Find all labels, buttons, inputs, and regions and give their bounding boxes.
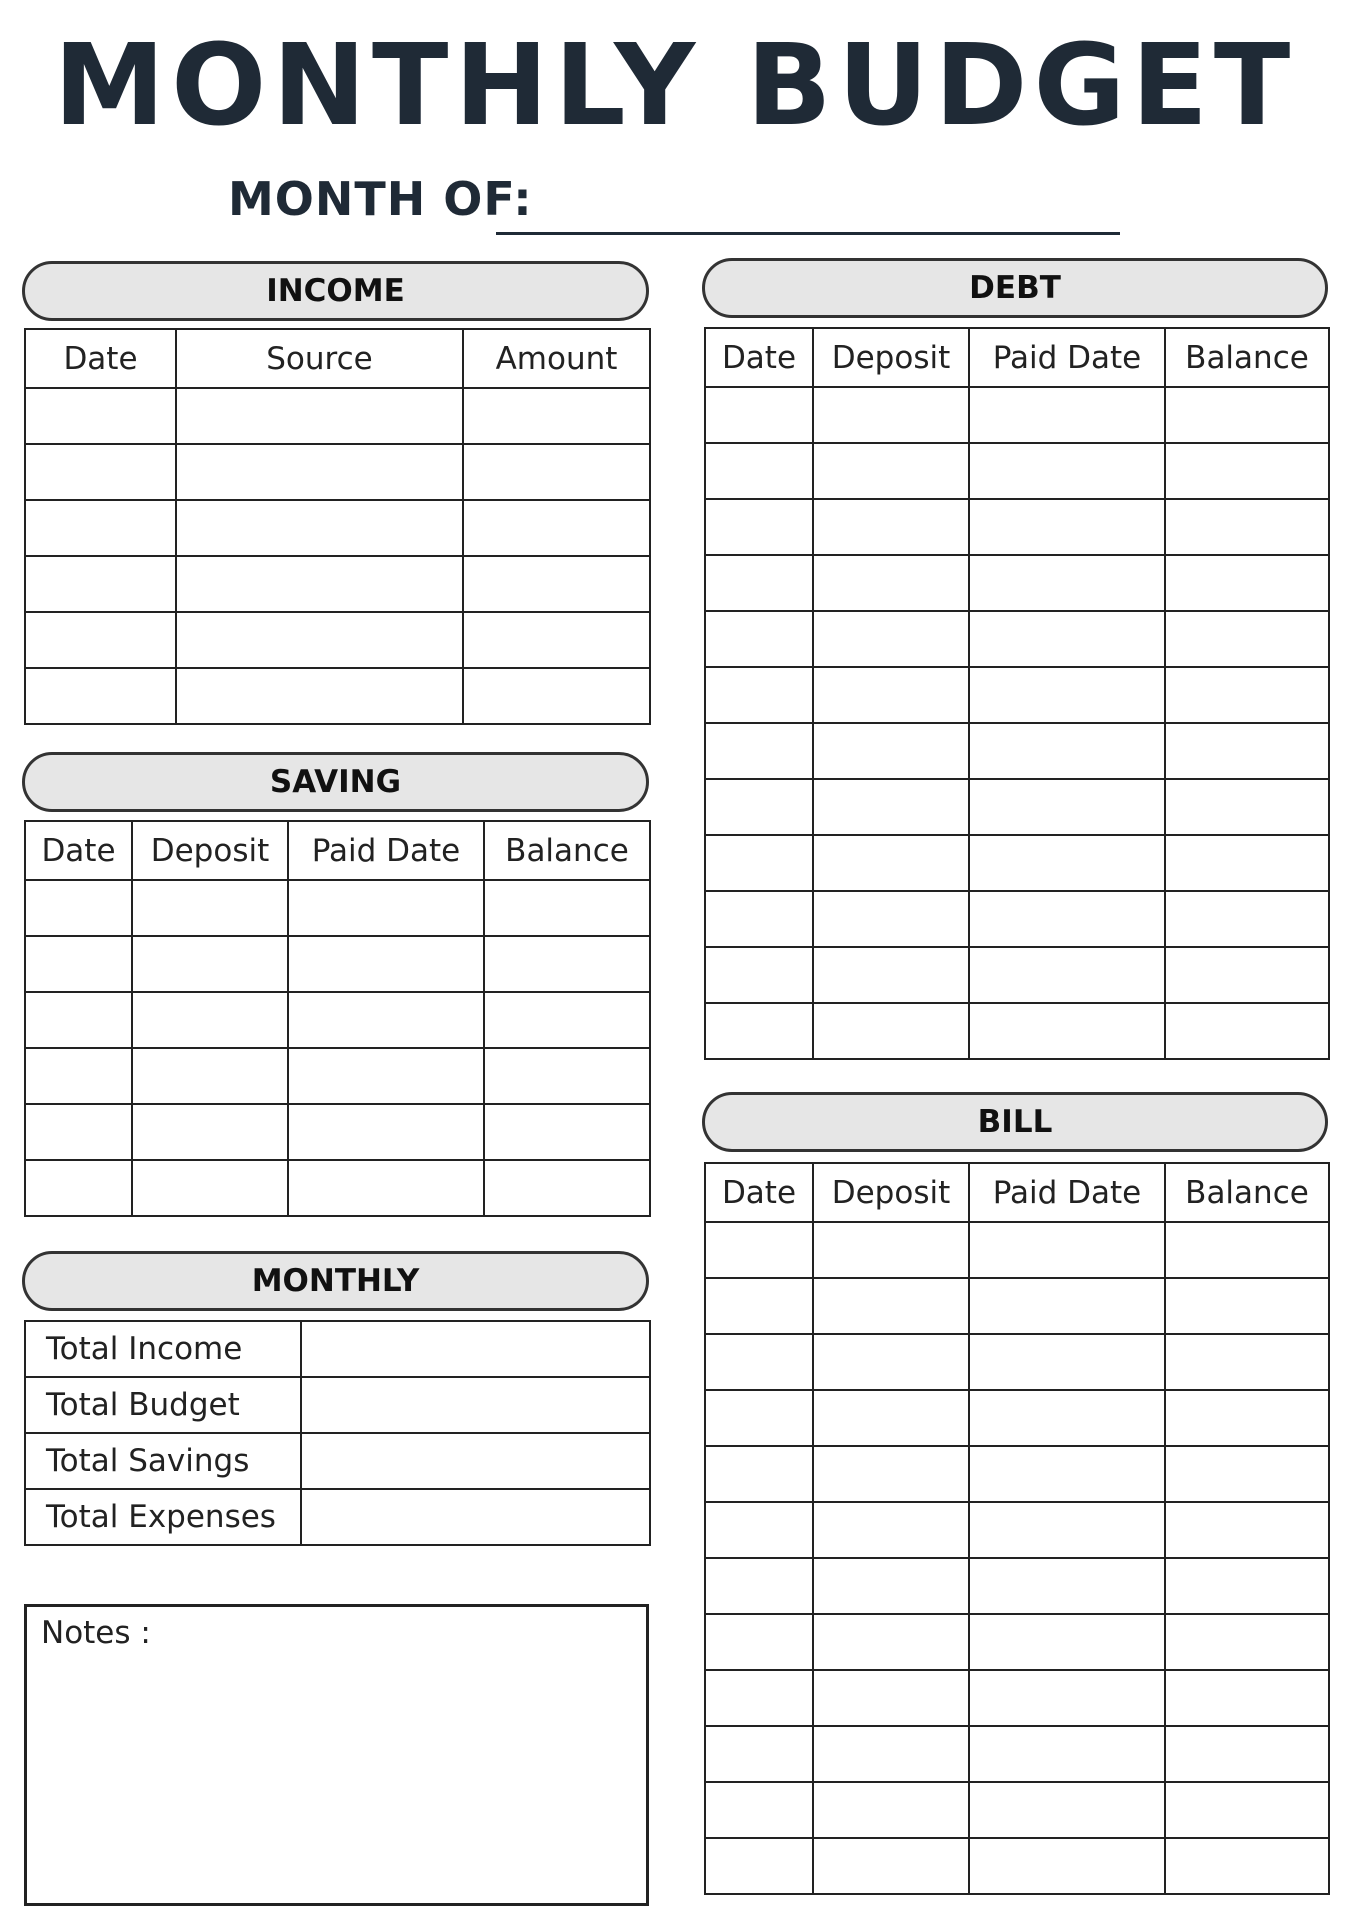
income-cell-amount[interactable] bbox=[463, 556, 650, 612]
monthly-summary-label: Total Savings bbox=[25, 1433, 301, 1489]
bill-cell-date[interactable] bbox=[705, 1558, 813, 1614]
saving-cell-date[interactable] bbox=[25, 936, 132, 992]
bill-cell-paid-date[interactable] bbox=[969, 1502, 1165, 1558]
monthly-summary-label: Total Income bbox=[25, 1321, 301, 1377]
debt-cell-balance[interactable] bbox=[1165, 1003, 1329, 1059]
debt-row bbox=[705, 667, 1329, 723]
month-of-underline bbox=[496, 232, 1120, 235]
bill-cell-date[interactable] bbox=[705, 1838, 813, 1894]
debt-cell-paid-date[interactable] bbox=[969, 443, 1165, 499]
debt-cell-paid-date[interactable] bbox=[969, 1003, 1165, 1059]
debt-header: DEBT bbox=[702, 258, 1328, 318]
income-cell-date[interactable] bbox=[25, 500, 176, 556]
monthly-summary-row bbox=[25, 1321, 650, 1377]
bill-cell-balance[interactable] bbox=[1165, 1334, 1329, 1390]
debt-cell-date[interactable] bbox=[705, 499, 813, 555]
saving-table bbox=[24, 820, 651, 1217]
bill-cell-paid-date[interactable] bbox=[969, 1838, 1165, 1894]
saving-cell-balance[interactable] bbox=[484, 1048, 650, 1104]
debt-row bbox=[705, 443, 1329, 499]
bill-cell-date[interactable] bbox=[705, 1670, 813, 1726]
bill-column-header: Deposit bbox=[813, 1163, 969, 1222]
bill-cell-paid-date[interactable] bbox=[969, 1278, 1165, 1334]
debt-row bbox=[705, 387, 1329, 443]
saving-cell-paid-date[interactable] bbox=[288, 1104, 484, 1160]
bill-cell-deposit[interactable] bbox=[813, 1726, 969, 1782]
debt-cell-paid-date[interactable] bbox=[969, 723, 1165, 779]
saving-row bbox=[25, 1104, 650, 1160]
saving-column-header: Paid Date bbox=[288, 821, 484, 880]
debt-row bbox=[705, 779, 1329, 835]
monthly-summary-value[interactable] bbox=[301, 1433, 650, 1489]
monthly-summary-value[interactable] bbox=[301, 1489, 650, 1545]
debt-cell-deposit[interactable] bbox=[813, 443, 969, 499]
income-row bbox=[25, 612, 650, 668]
bill-cell-date[interactable] bbox=[705, 1222, 813, 1278]
debt-cell-date[interactable] bbox=[705, 667, 813, 723]
debt-cell-paid-date[interactable] bbox=[969, 835, 1165, 891]
income-column-header: Date bbox=[25, 329, 176, 388]
saving-cell-balance[interactable] bbox=[484, 1104, 650, 1160]
saving-cell-paid-date[interactable] bbox=[288, 1048, 484, 1104]
debt-row bbox=[705, 555, 1329, 611]
debt-row bbox=[705, 499, 1329, 555]
debt-cell-deposit[interactable] bbox=[813, 891, 969, 947]
saving-cell-paid-date[interactable] bbox=[288, 936, 484, 992]
debt-row bbox=[705, 723, 1329, 779]
bill-row bbox=[705, 1670, 1329, 1726]
income-column-header: Amount bbox=[463, 329, 650, 388]
debt-cell-balance[interactable] bbox=[1165, 499, 1329, 555]
bill-row bbox=[705, 1782, 1329, 1838]
bill-cell-date[interactable] bbox=[705, 1278, 813, 1334]
income-cell-amount[interactable] bbox=[463, 500, 650, 556]
saving-cell-paid-date[interactable] bbox=[288, 1160, 484, 1216]
debt-cell-balance[interactable] bbox=[1165, 611, 1329, 667]
bill-cell-balance[interactable] bbox=[1165, 1278, 1329, 1334]
debt-cell-paid-date[interactable] bbox=[969, 387, 1165, 443]
income-cell-source[interactable] bbox=[176, 612, 463, 668]
debt-cell-deposit[interactable] bbox=[813, 667, 969, 723]
notes-box[interactable] bbox=[24, 1604, 649, 1906]
debt-column-header: Balance bbox=[1165, 328, 1329, 387]
income-cell-source[interactable] bbox=[176, 668, 463, 724]
debt-row bbox=[705, 1003, 1329, 1059]
bill-cell-deposit[interactable] bbox=[813, 1446, 969, 1502]
bill-cell-deposit[interactable] bbox=[813, 1670, 969, 1726]
monthly-summary-row bbox=[25, 1433, 650, 1489]
debt-cell-paid-date[interactable] bbox=[969, 611, 1165, 667]
saving-cell-balance[interactable] bbox=[484, 992, 650, 1048]
bill-row bbox=[705, 1222, 1329, 1278]
debt-cell-balance[interactable] bbox=[1165, 779, 1329, 835]
debt-column-header: Date bbox=[705, 328, 813, 387]
debt-cell-balance[interactable] bbox=[1165, 835, 1329, 891]
income-cell-source[interactable] bbox=[176, 500, 463, 556]
income-row bbox=[25, 388, 650, 444]
bill-cell-balance[interactable] bbox=[1165, 1222, 1329, 1278]
bill-row bbox=[705, 1726, 1329, 1782]
income-cell-amount[interactable] bbox=[463, 444, 650, 500]
saving-cell-deposit[interactable] bbox=[132, 936, 288, 992]
monthly-summary-value[interactable] bbox=[301, 1321, 650, 1377]
debt-cell-date[interactable] bbox=[705, 611, 813, 667]
bill-row bbox=[705, 1838, 1329, 1894]
saving-cell-date[interactable] bbox=[25, 1104, 132, 1160]
income-cell-date[interactable] bbox=[25, 444, 176, 500]
income-column-header: Source bbox=[176, 329, 463, 388]
debt-cell-deposit[interactable] bbox=[813, 723, 969, 779]
saving-cell-date[interactable] bbox=[25, 880, 132, 936]
bill-cell-balance[interactable] bbox=[1165, 1502, 1329, 1558]
debt-cell-date[interactable] bbox=[705, 443, 813, 499]
bill-row bbox=[705, 1390, 1329, 1446]
saving-row bbox=[25, 1160, 650, 1216]
bill-cell-paid-date[interactable] bbox=[969, 1446, 1165, 1502]
saving-cell-date[interactable] bbox=[25, 992, 132, 1048]
bill-cell-deposit[interactable] bbox=[813, 1222, 969, 1278]
bill-cell-paid-date[interactable] bbox=[969, 1782, 1165, 1838]
bill-cell-balance[interactable] bbox=[1165, 1726, 1329, 1782]
debt-column-header: Deposit bbox=[813, 328, 969, 387]
saving-column-header: Date bbox=[25, 821, 132, 880]
bill-cell-deposit[interactable] bbox=[813, 1502, 969, 1558]
debt-cell-paid-date[interactable] bbox=[969, 499, 1165, 555]
bill-cell-paid-date[interactable] bbox=[969, 1390, 1165, 1446]
bill-table bbox=[704, 1162, 1330, 1895]
saving-column-header: Balance bbox=[484, 821, 650, 880]
bill-cell-date[interactable] bbox=[705, 1502, 813, 1558]
debt-cell-balance[interactable] bbox=[1165, 387, 1329, 443]
income-cell-source[interactable] bbox=[176, 388, 463, 444]
saving-cell-balance[interactable] bbox=[484, 1160, 650, 1216]
bill-cell-date[interactable] bbox=[705, 1614, 813, 1670]
debt-cell-date[interactable] bbox=[705, 1003, 813, 1059]
debt-cell-date[interactable] bbox=[705, 891, 813, 947]
income-cell-source[interactable] bbox=[176, 556, 463, 612]
income-row bbox=[25, 500, 650, 556]
bill-cell-balance[interactable] bbox=[1165, 1838, 1329, 1894]
debt-cell-paid-date[interactable] bbox=[969, 779, 1165, 835]
income-cell-amount[interactable] bbox=[463, 668, 650, 724]
income-cell-date[interactable] bbox=[25, 612, 176, 668]
saving-header: SAVING bbox=[22, 752, 649, 812]
debt-cell-deposit[interactable] bbox=[813, 835, 969, 891]
income-row bbox=[25, 444, 650, 500]
bill-column-header: Paid Date bbox=[969, 1163, 1165, 1222]
income-cell-date[interactable] bbox=[25, 556, 176, 612]
saving-cell-deposit[interactable] bbox=[132, 1048, 288, 1104]
saving-column-header: Deposit bbox=[132, 821, 288, 880]
bill-cell-paid-date[interactable] bbox=[969, 1334, 1165, 1390]
bill-cell-balance[interactable] bbox=[1165, 1782, 1329, 1838]
bill-cell-balance[interactable] bbox=[1165, 1390, 1329, 1446]
debt-cell-balance[interactable] bbox=[1165, 443, 1329, 499]
saving-row bbox=[25, 880, 650, 936]
bill-row bbox=[705, 1278, 1329, 1334]
month-of-row bbox=[228, 172, 1128, 242]
bill-cell-date[interactable] bbox=[705, 1446, 813, 1502]
bill-cell-date[interactable] bbox=[705, 1390, 813, 1446]
debt-cell-balance[interactable] bbox=[1165, 723, 1329, 779]
debt-cell-balance[interactable] bbox=[1165, 947, 1329, 1003]
debt-cell-balance[interactable] bbox=[1165, 891, 1329, 947]
debt-row bbox=[705, 947, 1329, 1003]
saving-cell-deposit[interactable] bbox=[132, 992, 288, 1048]
bill-row bbox=[705, 1502, 1329, 1558]
saving-cell-deposit[interactable] bbox=[132, 880, 288, 936]
debt-cell-deposit[interactable] bbox=[813, 947, 969, 1003]
bill-cell-balance[interactable] bbox=[1165, 1558, 1329, 1614]
bill-cell-balance[interactable] bbox=[1165, 1614, 1329, 1670]
bill-cell-deposit[interactable] bbox=[813, 1782, 969, 1838]
bill-cell-deposit[interactable] bbox=[813, 1334, 969, 1390]
saving-cell-date[interactable] bbox=[25, 1048, 132, 1104]
income-row bbox=[25, 556, 650, 612]
bill-cell-paid-date[interactable] bbox=[969, 1222, 1165, 1278]
debt-cell-date[interactable] bbox=[705, 835, 813, 891]
bill-row bbox=[705, 1334, 1329, 1390]
debt-cell-balance[interactable] bbox=[1165, 555, 1329, 611]
monthly-summary-row bbox=[25, 1489, 650, 1545]
debt-table bbox=[704, 327, 1330, 1060]
saving-cell-deposit[interactable] bbox=[132, 1104, 288, 1160]
income-cell-source[interactable] bbox=[176, 444, 463, 500]
bill-cell-balance[interactable] bbox=[1165, 1670, 1329, 1726]
monthly-summary-value[interactable] bbox=[301, 1377, 650, 1433]
monthly-summary-label: Total Budget bbox=[25, 1377, 301, 1433]
bill-cell-balance[interactable] bbox=[1165, 1446, 1329, 1502]
bill-column-header: Balance bbox=[1165, 1163, 1329, 1222]
debt-cell-deposit[interactable] bbox=[813, 555, 969, 611]
debt-cell-paid-date[interactable] bbox=[969, 555, 1165, 611]
bill-row bbox=[705, 1558, 1329, 1614]
bill-cell-deposit[interactable] bbox=[813, 1278, 969, 1334]
debt-cell-deposit[interactable] bbox=[813, 387, 969, 443]
saving-cell-deposit[interactable] bbox=[132, 1160, 288, 1216]
saving-row bbox=[25, 1048, 650, 1104]
bill-cell-deposit[interactable] bbox=[813, 1838, 969, 1894]
debt-cell-date[interactable] bbox=[705, 947, 813, 1003]
saving-cell-balance[interactable] bbox=[484, 880, 650, 936]
income-row bbox=[25, 668, 650, 724]
bill-cell-date[interactable] bbox=[705, 1726, 813, 1782]
debt-row bbox=[705, 891, 1329, 947]
debt-cell-deposit[interactable] bbox=[813, 779, 969, 835]
income-cell-date[interactable] bbox=[25, 388, 176, 444]
monthly-summary-label: Total Expenses bbox=[25, 1489, 301, 1545]
bill-cell-paid-date[interactable] bbox=[969, 1670, 1165, 1726]
bill-row bbox=[705, 1446, 1329, 1502]
saving-row bbox=[25, 936, 650, 992]
debt-cell-date[interactable] bbox=[705, 555, 813, 611]
debt-cell-date[interactable] bbox=[705, 779, 813, 835]
income-table bbox=[24, 328, 651, 725]
debt-cell-paid-date[interactable] bbox=[969, 667, 1165, 723]
income-cell-amount[interactable] bbox=[463, 612, 650, 668]
bill-cell-paid-date[interactable] bbox=[969, 1614, 1165, 1670]
saving-row bbox=[25, 992, 650, 1048]
debt-cell-balance[interactable] bbox=[1165, 667, 1329, 723]
debt-cell-deposit[interactable] bbox=[813, 1003, 969, 1059]
saving-cell-balance[interactable] bbox=[484, 936, 650, 992]
page-title: MONTHLY BUDGET bbox=[53, 21, 1297, 151]
saving-cell-date[interactable] bbox=[25, 1160, 132, 1216]
debt-cell-deposit[interactable] bbox=[813, 611, 969, 667]
debt-cell-date[interactable] bbox=[705, 723, 813, 779]
debt-cell-date[interactable] bbox=[705, 387, 813, 443]
saving-cell-paid-date[interactable] bbox=[288, 992, 484, 1048]
monthly-header: MONTHLY bbox=[22, 1251, 649, 1311]
bill-column-header: Date bbox=[705, 1163, 813, 1222]
bill-cell-deposit[interactable] bbox=[813, 1558, 969, 1614]
bill-row bbox=[705, 1614, 1329, 1670]
bill-cell-date[interactable] bbox=[705, 1782, 813, 1838]
income-cell-date[interactable] bbox=[25, 668, 176, 724]
bill-cell-paid-date[interactable] bbox=[969, 1558, 1165, 1614]
notes-label: Notes : bbox=[41, 1615, 151, 1651]
bill-cell-deposit[interactable] bbox=[813, 1614, 969, 1670]
debt-cell-paid-date[interactable] bbox=[969, 947, 1165, 1003]
saving-cell-paid-date[interactable] bbox=[288, 880, 484, 936]
bill-cell-date[interactable] bbox=[705, 1334, 813, 1390]
debt-column-header: Paid Date bbox=[969, 328, 1165, 387]
monthly-summary-row bbox=[25, 1377, 650, 1433]
debt-cell-paid-date[interactable] bbox=[969, 891, 1165, 947]
bill-header: BILL bbox=[702, 1092, 1328, 1152]
income-header: INCOME bbox=[22, 261, 649, 321]
debt-row bbox=[705, 611, 1329, 667]
bill-cell-deposit[interactable] bbox=[813, 1390, 969, 1446]
income-cell-amount[interactable] bbox=[463, 388, 650, 444]
bill-cell-paid-date[interactable] bbox=[969, 1726, 1165, 1782]
debt-cell-deposit[interactable] bbox=[813, 499, 969, 555]
monthly-summary-table bbox=[24, 1320, 651, 1546]
month-of-label: MONTH OF: bbox=[228, 172, 533, 226]
debt-row bbox=[705, 835, 1329, 891]
